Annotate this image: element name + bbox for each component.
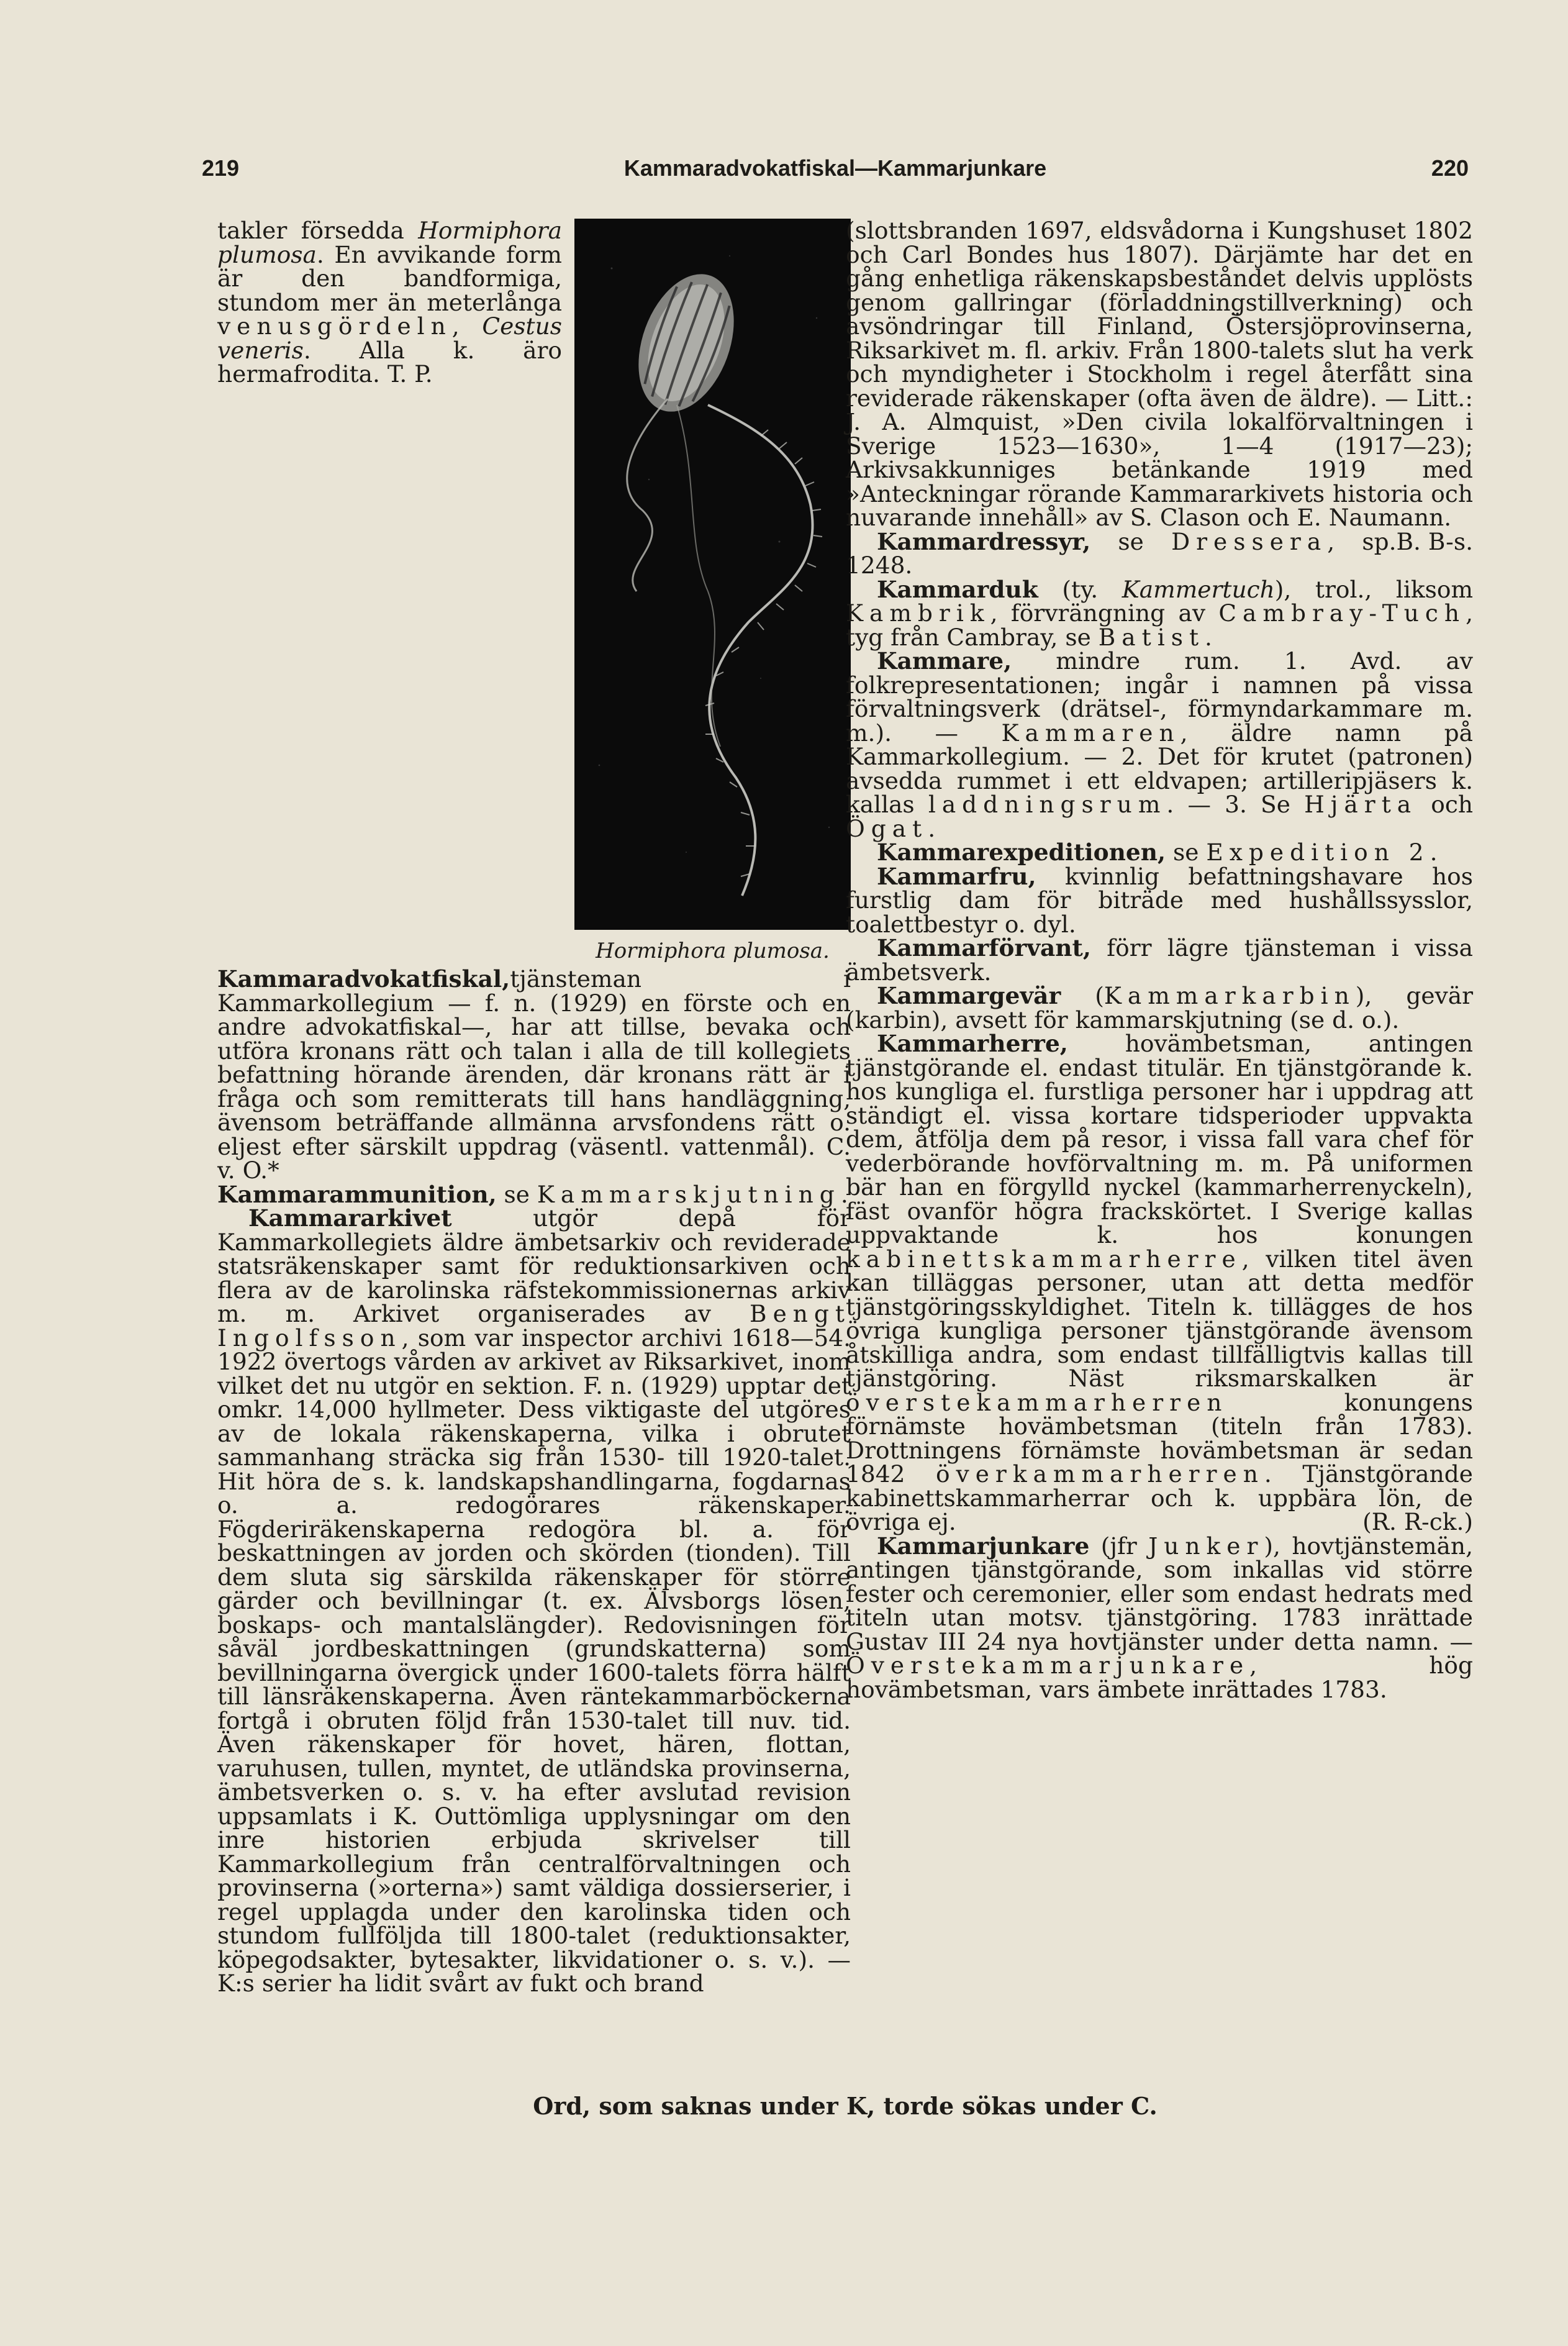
headword: Kammaradvokatfiskal, xyxy=(217,965,510,993)
entry-kammarduk: Kammarduk (ty. Kammertuch), trol., liksom Kambrik, förvrängning av Cambray-Tuch, tyg från Cambray, se Batist. xyxy=(846,575,1474,651)
headword: Kammararkivet xyxy=(248,1204,452,1232)
headword: Kammarexpeditionen, xyxy=(877,839,1166,866)
ctenophore-illustration xyxy=(574,219,851,930)
figure-caption: Hormiphora plumosa. xyxy=(596,939,830,963)
running-title: Kammaradvokatfiskal—Kammarjunkare xyxy=(623,155,1047,181)
right-column xyxy=(846,219,1473,1701)
entry-kammarfru: Kammarfru, kvinnlig befattningshavare hos furstlig dam för biträde med hushållssysslor, toalettbestyr o. dyl. xyxy=(846,862,1473,938)
entry-kammarherre: Kammarherre, hovämbetsman, antingen tjänstgörande el. endast titulär. En tjänstgörande k. hos kungliga el. furstliga personer har i uppdrag att ständigt el. vissa kortare tidsperioder uppvakta dem, åtfölja dem på resor, i vissa fall vara chef för vederbörande hovförvaltning m. m. På uniformen bär han en förgylld nyckel (kammarherrenyckeln), fäst ovanför högra frackskörtet. I Sverige kallas uppvaktande k. hos konungen kabinettskammarherre, vilken titel även kan tilläggas personer, utan att detta medför tjänstgöringsskyldighet. Titeln k. tillägges de hos övriga kungliga personer tjänstgörande ävensom åtskilliga andra, som endast tillfälligtvis kallas till tjänstgöring. Näst riksmarskalken är överstekammarherren konungens förnämste hovämbetsman (titeln från 1783). Drottningens förnämste hovämbetsman är sedan 1842 överkammarherren. Tjänstgörande kabinettskammarherrar och k. uppbära lön, de övriga ej. (R. R-ck.) xyxy=(846,1030,1473,1535)
figure xyxy=(574,219,851,963)
left-column xyxy=(217,219,851,1996)
entry-kammardressyr: Kammardressyr, se Dressera, sp. 1248. xyxy=(846,527,1397,579)
headword: Kammarjunkare xyxy=(877,1532,1090,1560)
headword: Kammardressyr, xyxy=(877,527,1091,555)
headword: Kammarammunition, xyxy=(217,1180,497,1208)
paragraph-continuation: takler försedda Hormiphora plumosa. En avvikande form är den bandformiga, stundom mer än meterlånga venusgördeln, Cestus veneris. Alla k. äro hermafrodita. T. P. xyxy=(217,217,562,388)
headword: Kammargevär xyxy=(877,982,1061,1009)
entry-kammarammunition: Kammarammunition, se Kammarskjutning. xyxy=(217,1180,848,1208)
page-number-left: 219 xyxy=(202,155,240,181)
entry-kammargevar: Kammargevär (Kammarkarbin), gevär (karbin), avsett för kammarskjutning (se d. o.). xyxy=(846,982,1473,1034)
page-header xyxy=(202,155,1469,193)
page-number-right: 220 xyxy=(1431,155,1469,181)
headword: Kammarherre, xyxy=(877,1030,1068,1057)
entry-kammaradvokatfiskal: Kammaradvokatfiskal,tjänsteman i Kammarkollegium — f. n. (1929) en förste och en andre advokatfiskal—, har att tillse, bevaka och utföra kronans rätt och talan i alla de till kollegiets befattning hörande ärenden, där kronans rätt är i fråga och som remitterats till hans handläggning, ävensom beträffande allmänna arvsfondens rätt o. eljest efter särskilt uppdrag (väsentl. vattenmål). C. v. O.* xyxy=(217,965,851,1184)
signature: (R. R-ck.) xyxy=(1362,1508,1473,1535)
signature: B. B-s. xyxy=(1396,527,1473,555)
entry-kammarjunkare: Kammarjunkare (jfr Junker), hovtjänstemän, antingen tjänstgörande, som inkallas vid större fester och ceremonier, eller som endast hedrats med titeln utan motsv. tjänstgöring. 1783 inrättade Gustav III 24 nya hovtjänster under detta namn. — Överstekammarjunkare, hög hovämbetsman, vars ämbete inrättades 1783. xyxy=(846,1532,1473,1703)
headword: Kammare, xyxy=(877,647,1012,675)
headword: Kammarduk xyxy=(877,575,1038,603)
headword: Kammarförvant, xyxy=(877,934,1091,962)
headword: Kammarfru, xyxy=(877,862,1036,890)
entry-kammarforvant: Kammarförvant, förr lägre tjänsteman i vissa ämbetsverk. xyxy=(846,934,1473,986)
entry-kammare: Kammare, mindre rum. 1. Avd. av folkrepresentationen; ingår i namnen på vissa förvaltningsverk (drätsel-, förmyndarkammare m. m.). — Kammaren, äldre namn på Kammarkollegium. — 2. Det för krutet (patronen) avsedda rummet i ett eldvapen; artilleripjäsers k. kallas laddningsrum. — 3. Se Hjärta och Ögat. xyxy=(846,647,1474,842)
entry-kammarexpeditionen: Kammarexpeditionen, se Expedition 2. xyxy=(877,839,1438,866)
entry-kammararkivet: Kammararkivet utgör depå för Kammarkollegiets äldre ämbetsarkiv och reviderade statsräkenskaper samt för reduktionsarkiven och flera av de karolinska räfstekommissionernas arkiv m. m. Arkivet organiserades av Bengt Ingolfsson, som var inspector archivi 1618—54. 1922 övertogs vården av arkivet av Riksarkivet, inom vilket det nu utgör en sektion. F. n. (1929) upptar det omkr. 14,000 hyllmeter. Dess viktigaste del utgöres av de lokala räkenskaperna, vilka i obrutet sammanhang sträcka sig från 1530- till 1920-talet. Hit höra de s. k. landskapshandlingarna, fogdarnas o. a. redogörares räkenskaper. Fögderiräkenskaperna redogöra bl. a. för beskattningen av jorden och skörden (tionden). Till dem sluta sig särskilda räkenskaper för större gärder och bevillningar (t. ex. Älvsborgs lösen, boskaps- och mantalslängder). Redovisningen för såväl jordbeskattningen (grundskatterna) som bevillningarna övergick under 1600-talets förra hälft till länsräkenskaperna. Även räntekammarböckerna fortgå i obruten följd från 1530-talet till nuv. tid. Även räkenskaper för hovet, hären, flottan, varuhusen, tullen, myntet, de utländska provinserna, ämbetsverken o. s. v. ha efter avslutad revision uppsamlats i K. Outtömliga upplysningar om den inre historien erbjuda skrivelser till Kammarkollegium från centralförvaltningen och provinserna (»orterna») samt väldiga dossierserier, i regel upplagda under den karolinska tiden och stundom fullföljda till 1800-talet (reduktionsakter, köpegodsakter, bytesakter, likvidationer o. s. v.). — K:s serier ha lidit svårt av fukt och brand xyxy=(217,1204,851,1997)
footer-note: Ord, som saknas under K, torde sökas under C. xyxy=(533,2092,1158,2120)
paragraph-continuation: (slottsbranden 1697, eldsvådorna i Kungshuset 1802 och Carl Bondes hus 1807). Därjämte har det en gång enhetliga räkenskapsbeståndet delvis upplösts genom gallringar (förladdningstillverkning) och avsöndringar till Finland, Östersjöprovinserna, Riksarkivet m. fl. arkiv. Från 1800-talets slut ha verk och myndigheter i Stockholm i regel återfått sina reviderade räkenskaper (ofta även de äldre). — Litt.: J. A. Almquist, »Den civila lokalförvaltningen i Sverige 1523—1630», 1—4 (1917—23); Arkivsakkunniges betänkande 1919 med »Anteckningar rörande Kammararkivets historia och nuvarande innehåll» av S. Clason och E. Naumann. B. B-s. xyxy=(846,217,1473,555)
